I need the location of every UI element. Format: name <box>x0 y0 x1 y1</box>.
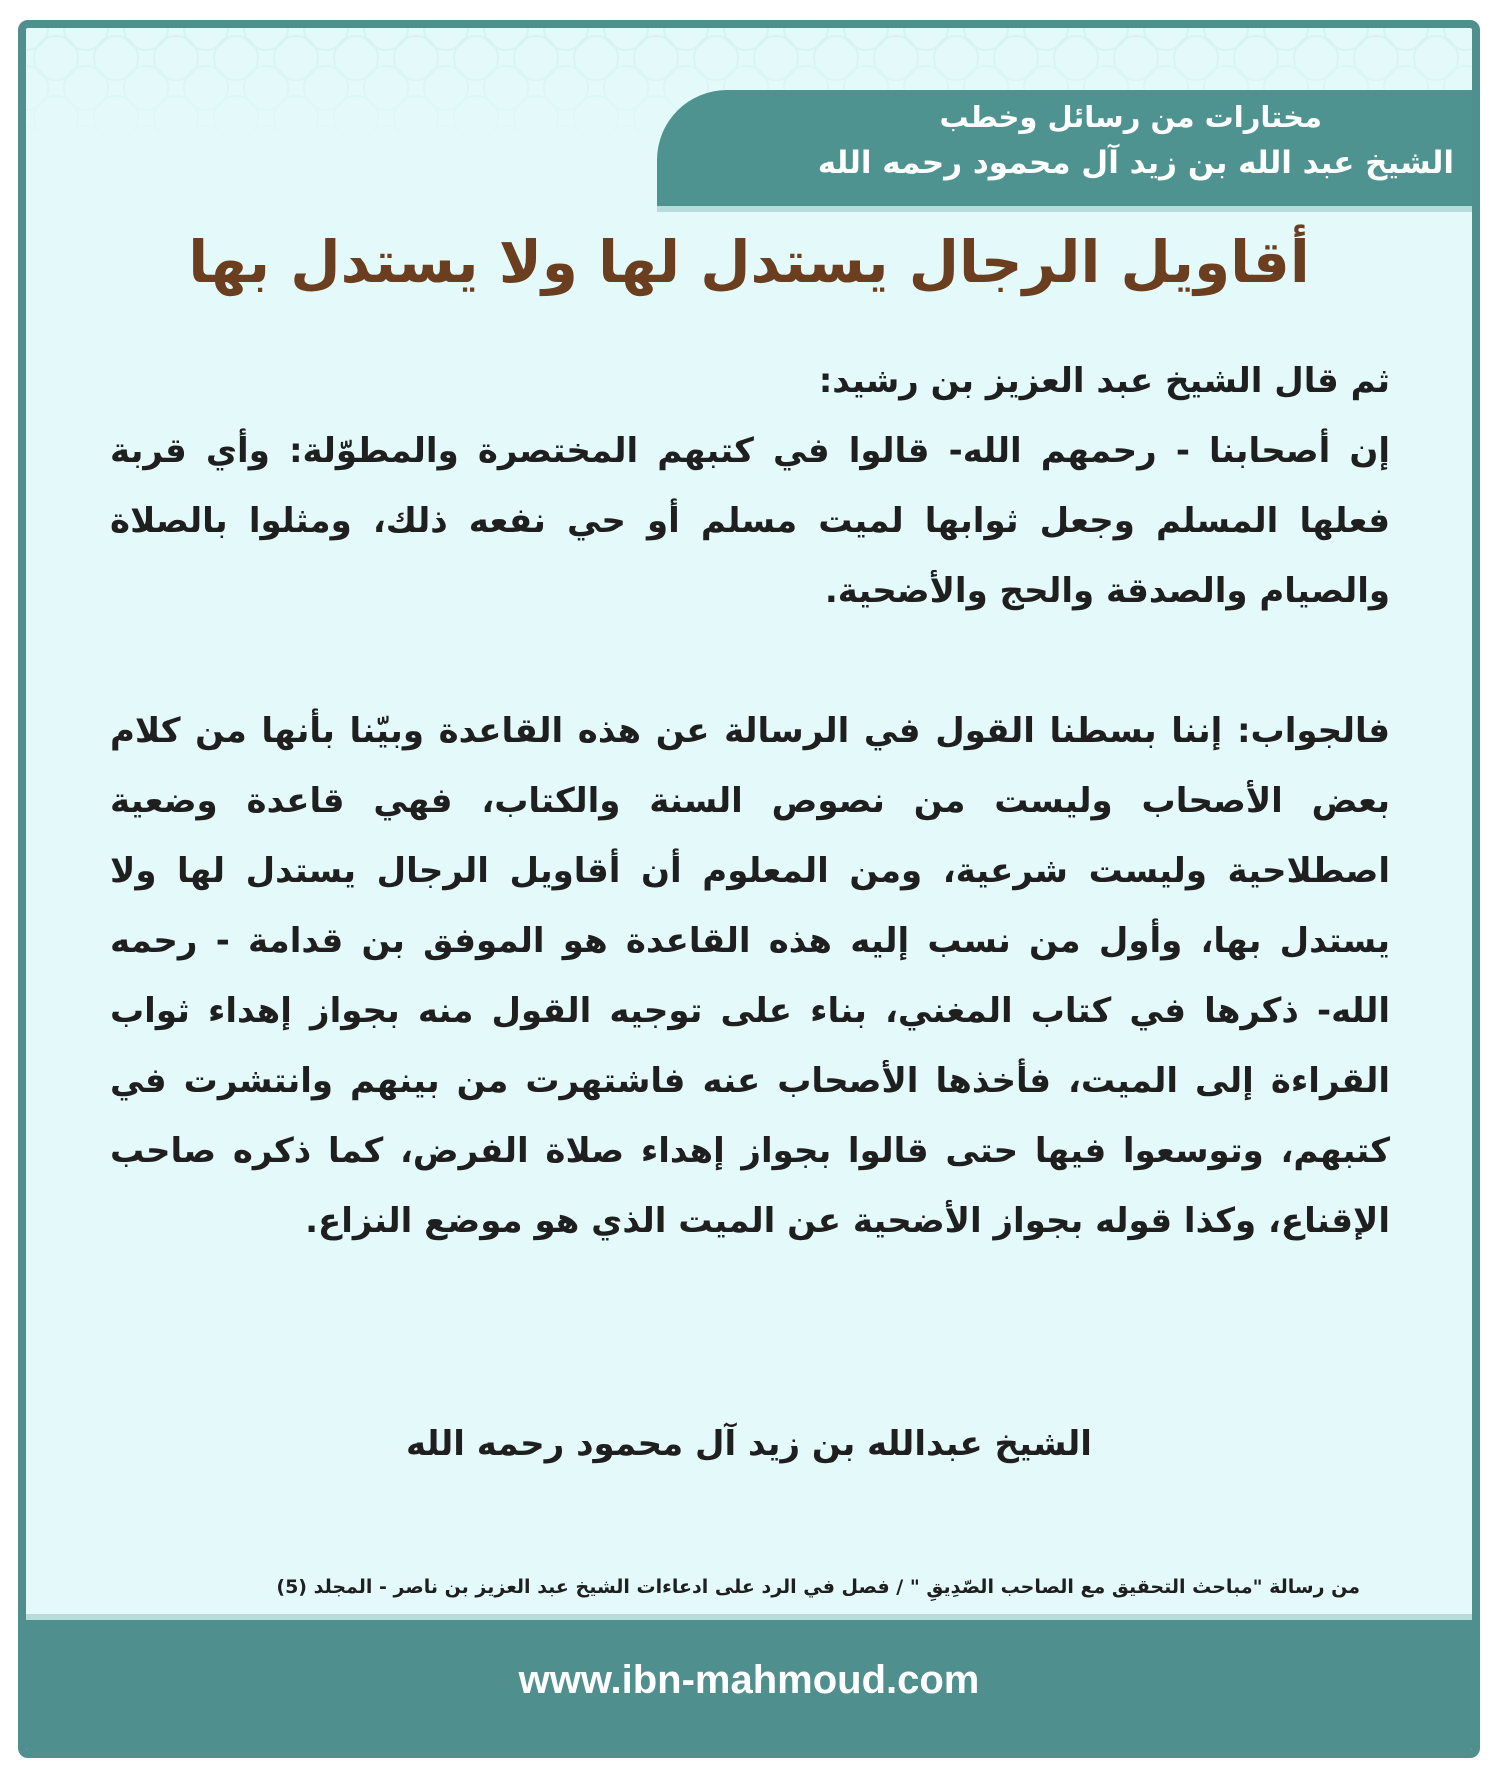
header-tab <box>657 90 1472 212</box>
source-citation: من رسالة "مباحث التحقيق مع الصاحب الصّدِيقِ " / فصل في الرد على ادعاءات الشيخ عبد العزيز بن ناصر - المجلد (5) <box>276 1576 1360 1598</box>
paragraph-question: إن أصحابنا - رحمهم الله- قالوا في كتبهم المختصرة والمطوّلة: وأي قربة فعلها المسلم وجعل ثوابها لميت مسلم أو حي نفعه ذلك، ومثلوا بالصلاة والصيام والصدقة والحج والأضحية. <box>110 431 1390 611</box>
paragraph-answer: فالجواب: إننا بسطنا القول في الرسالة عن هذه القاعدة وبيّنا بأنها من كلام بعض الأصحاب وليست من نصوص السنة والكتاب، فهي قاعدة وضعية اصطلاحية وليست شرعية، ومن المعلوم أن أقاويل الرجال يستدل لها ولا يستدل بها، وأول من نسب إليه هذه القاعدة هو الموفق بن قدامة - رحمه الله- ذكرها في كتاب المغني، بناء على توجيه القول منه بجواز إهداء ثواب القراءة إلى الميت، فأخذها الأصحاب عنه فاشتهرت من بينهم وانتشرت في كتبهم، وتوسعوا فيها حتى قالوا بجواز إهداء صلاة الفرض، كما ذكره صاحب الإقناع، وكذا قوله بجواز الأضحية عن الميت الذي هو موضع النزاع. <box>110 711 1390 1241</box>
header-series-title: مختارات من رسائل وخطب <box>939 100 1322 134</box>
website-link[interactable]: www.ibn-mahmoud.com <box>518 1658 980 1702</box>
paragraph-gap <box>110 626 1390 696</box>
paragraph-intro: ثم قال الشيخ عبد العزيز بن رشيد: <box>818 361 1390 401</box>
article-body <box>110 346 1390 1256</box>
header-author-name: الشيخ عبد الله بن زيد آل محمود رحمه الله <box>817 145 1454 181</box>
author-signature: الشيخ عبدالله بن زيد آل محمود رحمه الله <box>406 1424 1092 1464</box>
page-title: أقاويل الرجال يستدل لها ولا يستدل بها <box>188 228 1310 296</box>
footer-bar <box>26 1614 1472 1750</box>
poster-frame <box>18 20 1480 1758</box>
